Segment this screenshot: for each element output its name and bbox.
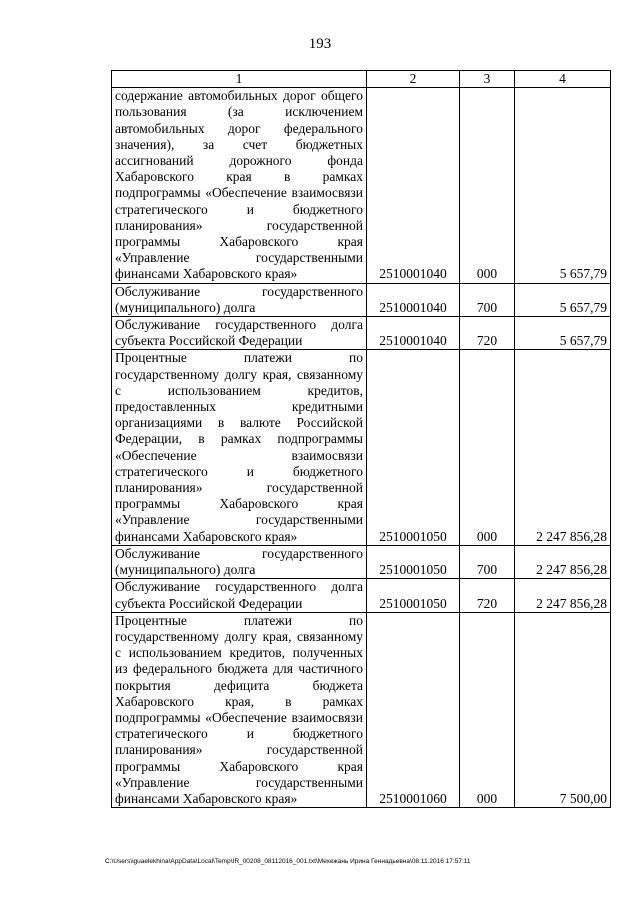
column-header-expense-type: 3 — [460, 71, 515, 88]
row-expense-type: 000 — [460, 350, 515, 545]
row-description: Обслуживание государственного (муниципального) долга — [112, 283, 367, 316]
row-expense-type: 000 — [460, 88, 515, 283]
row-expense-type: 700 — [460, 283, 515, 316]
row-description: Процентные платежи по государственному долгу края, связанному с использованием кредитов, полученных из федерального бюджета для частичного покрытия дефицита бюджета Хабаровского края, в рамках подпрограммы «Обеспечение взаимосвязи стратегического и бюджетного планирования» государственной программы Хабаровского края «Управление государственными финансами Хабаровского края» — [112, 612, 367, 807]
row-amount: 5 657,79 — [515, 88, 611, 283]
row-description: содержание автомобильных дорог общего пользования (за исключением автомобильных дорог федерального значения), за счет бюджетных ассигнований дорожного фонда Хабаровского края в рамках подпрограммы «Обеспечение взаимосвязи стратегического и бюджетного планирования» государственной программы Хабаровского края «Управление государственными финансами Хабаровского края» — [112, 88, 367, 283]
row-expense-type: 720 — [460, 317, 515, 350]
table-row — [112, 350, 611, 545]
row-amount: 2 247 856,28 — [515, 545, 611, 578]
row-target-code: 2510001040 — [367, 317, 460, 350]
table-row — [112, 612, 611, 807]
row-description: Обслуживание государственного долга субъекта Российской Федерации — [112, 579, 367, 612]
row-amount: 5 657,79 — [515, 317, 611, 350]
budget-table — [111, 70, 611, 808]
row-amount: 2 247 856,28 — [515, 579, 611, 612]
row-target-code: 2510001050 — [367, 350, 460, 545]
row-amount: 2 247 856,28 — [515, 350, 611, 545]
table-row — [112, 88, 611, 283]
row-target-code: 2510001050 — [367, 579, 460, 612]
row-amount: 7 500,00 — [515, 612, 611, 807]
row-description: Процентные платежи по государственному долгу края, связанному с использованием кредитов, предоставленных кредитными организациями в валюте Российской Федерации, в рамках подпрограммы «Обеспечение взаимосвязи стратегического и бюджетного планирования» государственной программы Хабаровского края «Управление государственными финансами Хабаровского края» — [112, 350, 367, 545]
row-expense-type: 000 — [460, 612, 515, 807]
row-expense-type: 700 — [460, 545, 515, 578]
table-row — [112, 545, 611, 578]
row-amount: 5 657,79 — [515, 283, 611, 316]
header-row — [112, 71, 611, 88]
table-row — [112, 579, 611, 612]
row-target-code: 2510001040 — [367, 88, 460, 283]
row-description: Обслуживание государственного (муниципального) долга — [112, 545, 367, 578]
table-row — [112, 283, 611, 316]
row-target-code: 2510001040 — [367, 283, 460, 316]
document-path-footer: C:\Users\iguaelekhina\AppData\Local\Temp\IR_00208_08112016_001.txt\Мехежань Ирина Геннадьевна\08.11.2016 17:57:11 — [105, 858, 471, 865]
row-description: Обслуживание государственного долга субъекта Российской Федерации — [112, 317, 367, 350]
column-header-amount: 4 — [515, 71, 611, 88]
column-header-description: 1 — [112, 71, 367, 88]
page-number: 193 — [308, 36, 332, 52]
column-header-target-code: 2 — [367, 71, 460, 88]
row-target-code: 2510001050 — [367, 545, 460, 578]
row-target-code: 2510001060 — [367, 612, 460, 807]
table-row — [112, 317, 611, 350]
row-expense-type: 720 — [460, 579, 515, 612]
